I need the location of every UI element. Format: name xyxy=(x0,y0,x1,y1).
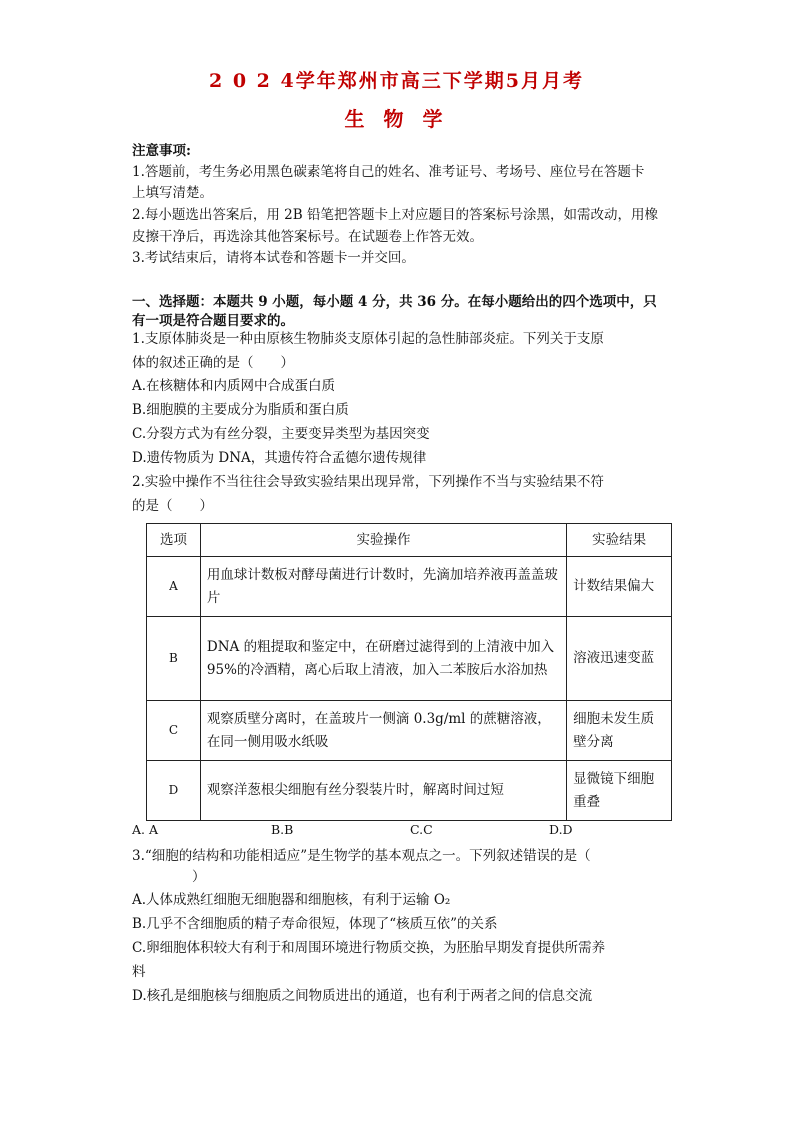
table-row xyxy=(147,617,672,701)
notes-heading: 注意事项: xyxy=(132,143,191,159)
table-cell-operation: DNA 的粗提取和鉴定中，在研磨过滤得到的上清液中加入 95%的冷酒精，离心后取上清液，加入二苯胺后水浴加热 xyxy=(200,617,566,701)
table-cell-operation: 观察洋葱根尖细胞有丝分裂装片时，解离时间过短 xyxy=(200,761,566,821)
table-row xyxy=(147,557,672,617)
table-header: 实验结果 xyxy=(567,524,672,557)
table-header: 选项 xyxy=(147,524,201,557)
option-c-continued: 料 xyxy=(132,964,146,980)
notes-line: 1.答题前，考生务必用黑色碳素笔将自己的姓名、准考证号、考场号、座位号在答题卡 xyxy=(132,164,645,180)
option-a: A.在核糖体和内质网中合成蛋白质 xyxy=(132,378,336,394)
table-cell-result: 溶液迅速变蓝 xyxy=(567,617,672,701)
question-stem: 体的叙述正确的是（ ） xyxy=(132,355,294,371)
option-d: D.核孔是细胞核与细胞质之间物质进出的通道，也有利于两者之间的信息交流 xyxy=(132,988,593,1004)
table-cell-operation: 观察质壁分离时，在盖玻片一侧滴 0.3g/ml 的蔗糖溶液，在同一侧用吸水纸吸 xyxy=(200,701,566,761)
table-header: 实验操作 xyxy=(200,524,566,557)
choice-a: A. A xyxy=(132,822,159,837)
table-cell-result: 显微镜下细胞重叠 xyxy=(567,761,672,821)
table-cell-option: D xyxy=(147,761,201,821)
notes-line: 2.每小题选出答案后，用 2B 铅笔把答题卡上对应题目的答案标号涂黑，如需改动，用橡 xyxy=(132,207,658,223)
option-d: D.遗传物质为 DNA，其遗传符合孟德尔遗传规律 xyxy=(132,450,427,466)
section-heading: 有一项是符合题目要求的。 xyxy=(132,313,294,329)
question-stem: 3.“细胞的结构和功能相适应”是生物学的基本观点之一。下列叙述错误的是（ xyxy=(132,848,591,864)
option-b: B.细胞膜的主要成分为脂质和蛋白质 xyxy=(132,402,349,418)
table-cell-result: 计数结果偏大 xyxy=(567,557,672,617)
choice-c: C.C xyxy=(410,822,433,837)
choice-b: B.B xyxy=(271,822,294,837)
question-stem: 的是（ ） xyxy=(132,498,213,514)
section-heading: 一、选择题：本题共 9 小题，每小题 4 分，共 36 分。在每小题给出的四个选项中，只 xyxy=(132,294,657,310)
notes-line: 上填写清楚。 xyxy=(132,185,213,201)
option-c: C.卵细胞体积较大有利于和周围环境进行物质交换，为胚胎早期发育提供所需养 xyxy=(132,940,606,956)
table-row xyxy=(147,701,672,761)
option-a: A.人体成熟红细胞无细胞器和细胞核，有利于运输 O₂ xyxy=(132,892,451,908)
question-stem: 1.支原体肺炎是一种由原核生物肺炎支原体引起的急性肺部炎症。下列关于支原 xyxy=(132,331,604,347)
exam-title: 2 0 2 4学年郑州市高三下学期5月月考 xyxy=(209,70,584,92)
table-cell-option: A xyxy=(147,557,201,617)
table-header-row xyxy=(147,524,672,557)
table-cell-option: C xyxy=(147,701,201,761)
option-b: B.几乎不含细胞质的精子寿命很短，体现了“核质互依”的关系 xyxy=(132,916,498,932)
notes-line: 皮擦干净后，再选涂其他答案标号。在试题卷上作答无效。 xyxy=(132,229,483,245)
table-cell-option: B xyxy=(147,617,201,701)
question-stem: 2.实验中操作不当往往会导致实验结果出现异常，下列操作不当与实验结果不符 xyxy=(132,474,604,490)
option-c: C.分裂方式为有丝分裂，主要变异类型为基因突变 xyxy=(132,426,430,442)
question-stem: ） xyxy=(192,869,206,885)
choice-d: D.D xyxy=(549,822,573,837)
table-row xyxy=(147,761,672,821)
table-cell-result: 细胞未发生质壁分离 xyxy=(567,701,672,761)
notes-line: 3.考试结束后，请将本试卷和答题卡一并交回。 xyxy=(132,250,415,266)
subject-title: 生 物 学 xyxy=(344,107,449,131)
experiment-table xyxy=(146,523,672,821)
table-cell-operation: 用血球计数板对酵母菌进行计数时，先滴加培养液再盖盖玻片 xyxy=(200,557,566,617)
